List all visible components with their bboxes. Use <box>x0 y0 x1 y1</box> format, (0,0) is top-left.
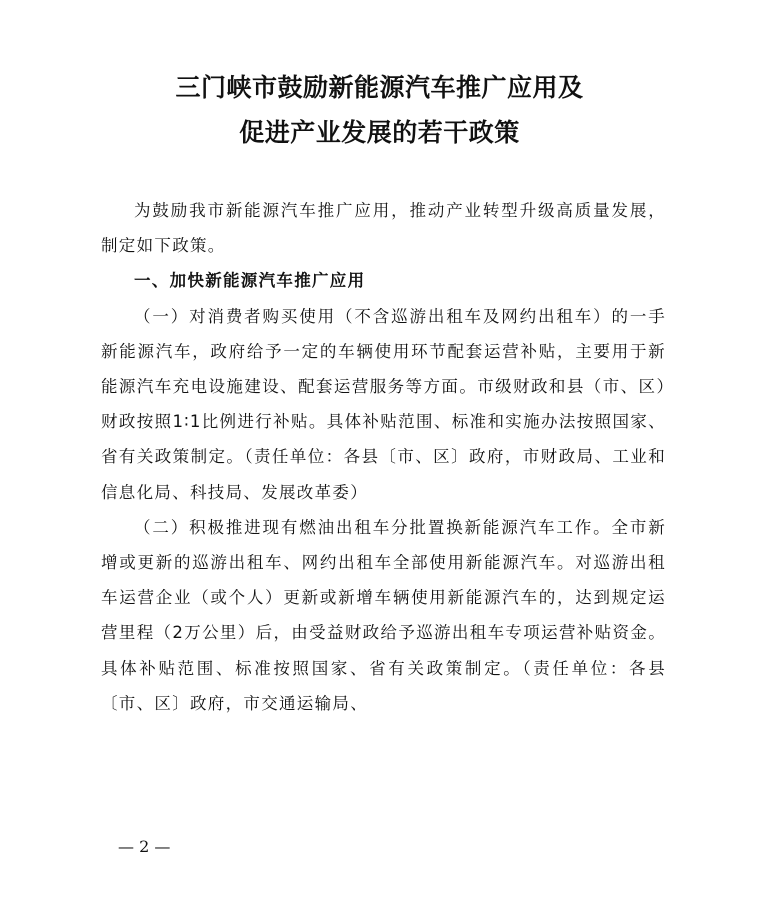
document-body <box>101 193 666 721</box>
policy-paragraph-1: （一）对消费者购买使用（不含巡游出租车及网约出租车）的一手新能源汽车，政府给予一定的车辆使用环节配套运营补贴，主要用于新能源汽车充电设施建设、配套运营服务等方面。市级财政和县（市、区）财政按照1∶1比例进行补贴。具体补贴范围、标准和实施办法按照国家、省有关政策制定。（责任单位：各县〔市、区〕政府，市财政局、工业和信息化局、科技局、发展改革委） <box>101 306 666 502</box>
page-number: — 2 — <box>118 837 171 856</box>
intro-paragraph: 为鼓励我市新能源汽车推广应用，推动产业转型升级高质量发展，制定如下政策。 <box>101 201 666 256</box>
document-title-line-2: 促进产业发展的若干政策 <box>239 118 520 147</box>
policy-paragraph-2: （二）积极推进现有燃油出租车分批置换新能源汽车工作。全市新增或更新的巡游出租车、网约出租车全部使用新能源汽车。对巡游出租车运营企业（或个人）更新或新增车辆使用新能源汽车的，达到规定运营里程（2万公里）后，由受益财政给予巡游出租车专项运营补贴资金。具体补贴范围、标准按照国家、省有关政策制定。（责任单位：各县〔市、区〕政府，市交通运输局、 <box>101 517 666 713</box>
section-heading-1: 一、加快新能源汽车推广应用 <box>134 271 366 291</box>
document-title-line-1: 三门峡市鼓励新能源汽车推广应用及 <box>175 73 584 102</box>
